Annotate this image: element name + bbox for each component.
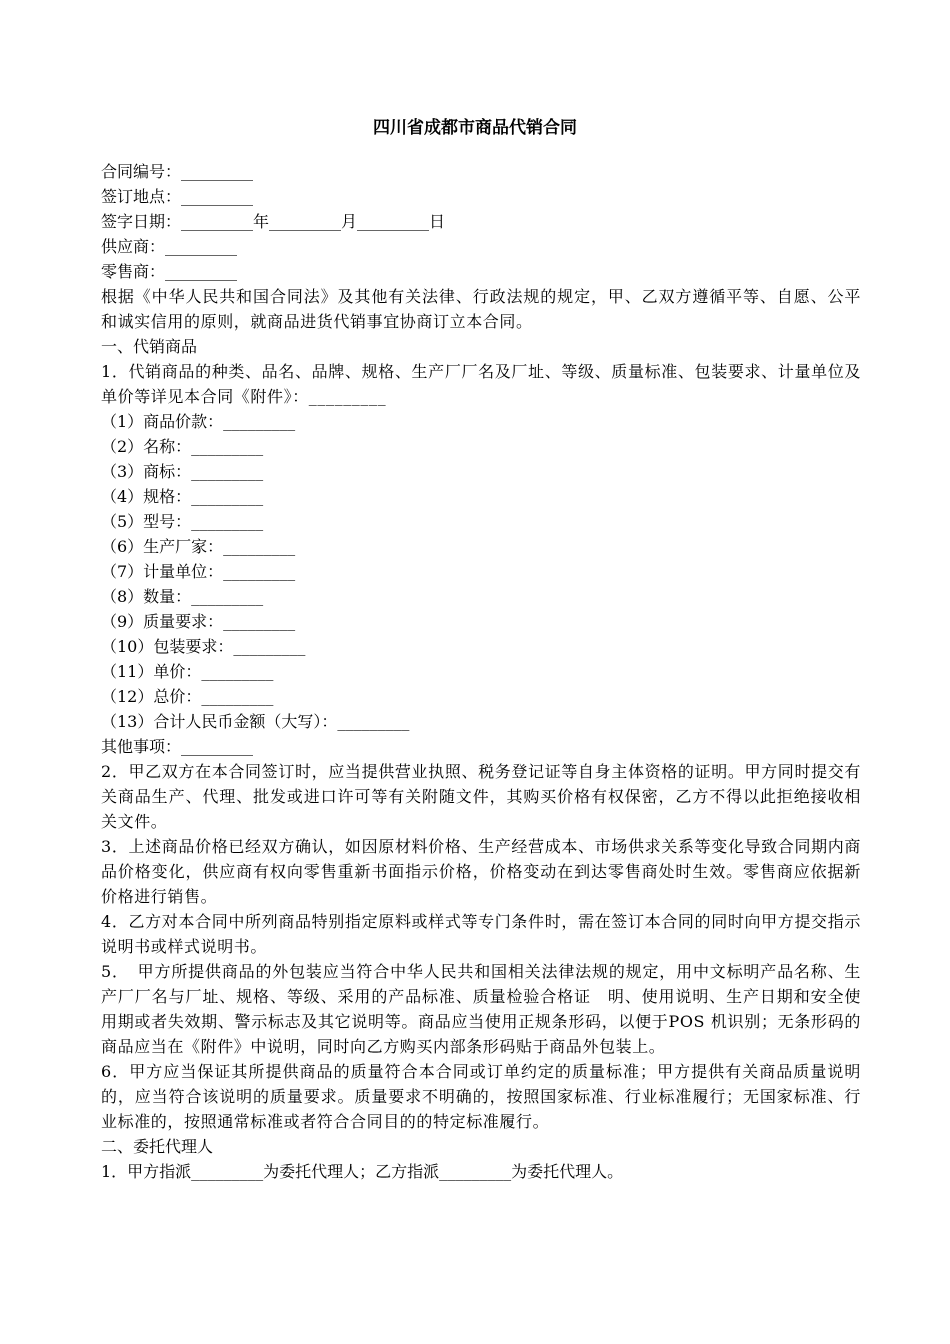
goods-item: （5）型号：_________	[101, 512, 264, 531]
goods-item: （3）商标：_________	[101, 462, 264, 481]
document-title: 四川省成都市商品代销合同	[373, 118, 577, 138]
clause-1-4: 4．乙方对本合同中所列商品特别指定原料或样式等专门条件时，需在签订本合同的同时向甲方提交指示说明书或样式说明书。	[101, 912, 861, 956]
goods-item: （10）包装要求：_________	[101, 637, 306, 656]
goods-item: （1）商品价款：_________	[101, 412, 296, 431]
clause-1-2: 2．甲乙双方在本合同签订时，应当提供营业执照、税务登记证等自身主体资格的证明。甲方同时提交有关商品生产、代理、批发或进口许可等有关附随文件，其购买价格有权保密，乙方不得以此拒绝接收相关文件。	[101, 762, 861, 831]
supplier-field: 供应商：_________	[101, 237, 238, 256]
clause-1-5: 5． 甲方所提供商品的外包装应当符合中华人民共和国相关法律法规的规定，用中文标明产品名称、生产厂厂名与厂址、规格、等级、采用的产品标准、质量检验合格证 明、使用说明、生产日期和安全使用期或者失效期、警示标志及其它说明等。商品应当使用正规条形码，以便于POS 机识别；无条形码的商品应当在《附件》中说明，同时向乙方购买内部条形码贴于商品外包装上。	[101, 962, 861, 1056]
sign-date-field: 签字日期：_________年_________月_________日	[101, 212, 446, 231]
goods-item: （8）数量：_________	[101, 587, 264, 606]
document-body	[101, 159, 861, 1184]
section-2-heading: 二、委托代理人	[101, 1137, 214, 1156]
clause-1-6: 6．甲方应当保证其所提供商品的质量符合本合同或订单约定的质量标准；甲方提供有关商品质量说明的，应当符合该说明的质量要求。质量要求不明确的，按照国家标准、行业标准履行；无国家标准、行业标准的，按照通常标准或者符合合同目的的特定标准履行。	[101, 1062, 861, 1131]
preamble-paragraph: 根据《中华人民共和国合同法》及其他有关法律、行政法规的规定，甲、乙双方遵循平等、自愿、公平和诚实信用的原则，就商品进货代销事宜协商订立本合同。	[101, 287, 861, 331]
contract-number-field: 合同编号：_________	[101, 162, 254, 181]
goods-item: （13）合计人民币金额（大写）：_________	[101, 712, 410, 731]
clause-1-3: 3．上述商品价格已经双方确认，如因原材料价格、生产经营成本、市场供求关系等变化导致合同期内商品价格变化，供应商有权向零售重新书面指示价格，价格变动在到达零售商处时生效。零售商应依据新价格进行销售。	[101, 837, 861, 906]
goods-item: （2）名称：_________	[101, 437, 264, 456]
section-1-heading: 一、代销商品	[101, 337, 198, 356]
sign-place-field: 签订地点：_________	[101, 187, 254, 206]
goods-item: （12）总价：_________	[101, 687, 274, 706]
goods-item: （4）规格：_________	[101, 487, 264, 506]
goods-item: （6）生产厂家：_________	[101, 537, 296, 556]
clause-2-1: 1．甲方指派_________为委托代理人；乙方指派_________为委托代理人。	[101, 1162, 624, 1181]
retailer-field: 零售商：_________	[101, 262, 238, 281]
goods-item: （11）单价：_________	[101, 662, 274, 681]
clause-1-1: 1．代销商品的种类、品名、品牌、规格、生产厂厂名及厂址、等级、质量标准、包装要求、计量单位及单价等详见本合同《附件》：_________	[101, 362, 861, 406]
goods-item: （9）质量要求：_________	[101, 612, 296, 631]
other-matters-field: 其他事项：_________	[101, 737, 254, 756]
goods-item: （7）计量单位：_________	[101, 562, 296, 581]
